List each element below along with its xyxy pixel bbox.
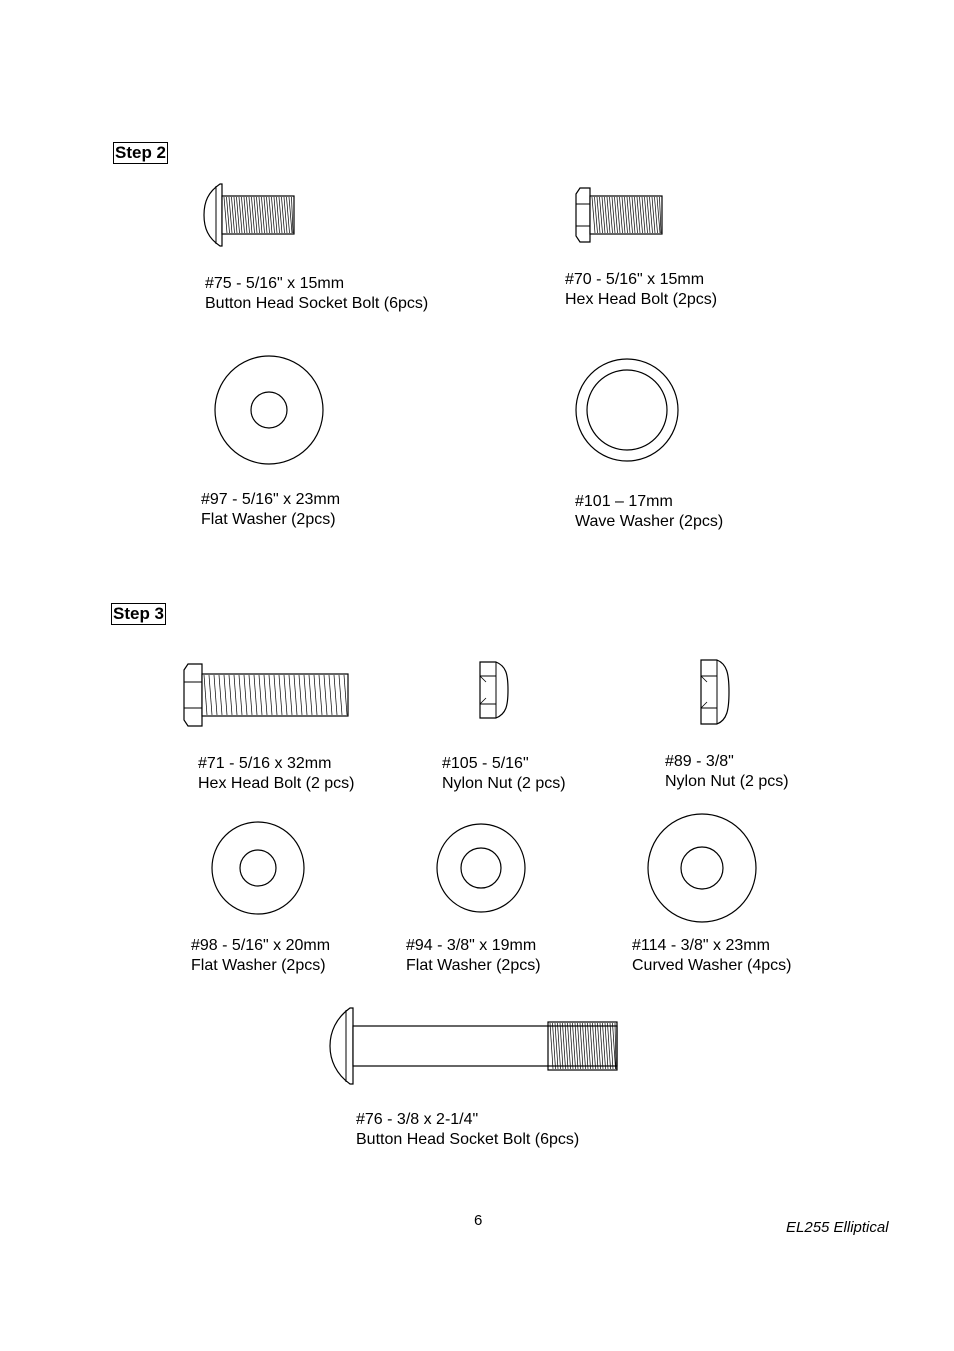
step-3-heading: Step 3 [113, 604, 165, 623]
hex-head-bolt-70-illustration [572, 186, 667, 246]
part-105-description: Nylon Nut (2 pcs) [442, 774, 566, 792]
part-94-caption [406, 936, 541, 975]
part-114-spec: #114 - 3/8" x 23mm [632, 937, 770, 954]
step-2-heading: Step 2 [115, 143, 167, 162]
part-114-caption [632, 936, 791, 975]
part-75-spec: #75 - 5/16" x 15mm [205, 275, 345, 292]
part-71-spec: #71 - 5/16 x 32mm [198, 755, 332, 772]
button-head-socket-bolt-76-illustration [328, 1006, 624, 1090]
part-70-caption [565, 270, 717, 309]
part-75-description: Button Head Socket Bolt (6pcs) [205, 294, 429, 312]
part-71-caption [198, 754, 355, 793]
flat-washer-98-illustration [209, 820, 309, 920]
part-114-description: Curved Washer (4pcs) [632, 956, 792, 974]
flat-washer-94-illustration [433, 821, 529, 917]
part-98-caption [191, 936, 330, 975]
part-89-spec: #89 - 3/8" [665, 753, 734, 770]
part-76-spec: #76 - 3/8 x 2-1/4" [356, 1111, 479, 1128]
part-105-caption [442, 754, 566, 793]
part-97-spec: #97 - 5/16" x 23mm [201, 491, 341, 508]
part-70-spec: #70 - 5/16" x 15mm [565, 271, 705, 288]
part-98-description: Flat Washer (2pcs) [191, 956, 326, 974]
part-76-caption [356, 1110, 579, 1149]
part-101-caption [575, 492, 723, 531]
page-number: 6 [474, 1212, 483, 1229]
part-75-caption [205, 274, 428, 313]
part-89-description: Nylon Nut (2 pcs) [665, 772, 789, 790]
nylon-nut-105-illustration [476, 660, 512, 722]
wave-washer-101-illustration [573, 357, 681, 465]
part-94-description: Flat Washer (2pcs) [406, 956, 541, 974]
part-101-description: Wave Washer (2pcs) [575, 512, 724, 530]
button-head-socket-bolt-75-illustration [200, 182, 300, 252]
part-94-spec: #94 - 3/8" x 19mm [406, 937, 537, 954]
curved-washer-114-illustration [645, 812, 761, 926]
part-101-spec: #101 – 17mm [575, 493, 673, 510]
nylon-nut-89-illustration [697, 658, 733, 728]
part-70-description: Hex Head Bolt (2pcs) [565, 290, 718, 308]
part-71-description: Hex Head Bolt (2 pcs) [198, 774, 355, 792]
hex-head-bolt-71-illustration [182, 662, 354, 730]
flat-washer-97-illustration [212, 355, 326, 469]
part-98-spec: #98 - 5/16" x 20mm [191, 937, 331, 954]
part-105-spec: #105 - 5/16" [442, 755, 529, 772]
part-89-caption [665, 752, 789, 791]
model-name: EL255 Elliptical [786, 1219, 889, 1236]
part-76-description: Button Head Socket Bolt (6pcs) [356, 1130, 580, 1148]
part-97-caption [201, 490, 340, 529]
part-97-description: Flat Washer (2pcs) [201, 510, 336, 528]
